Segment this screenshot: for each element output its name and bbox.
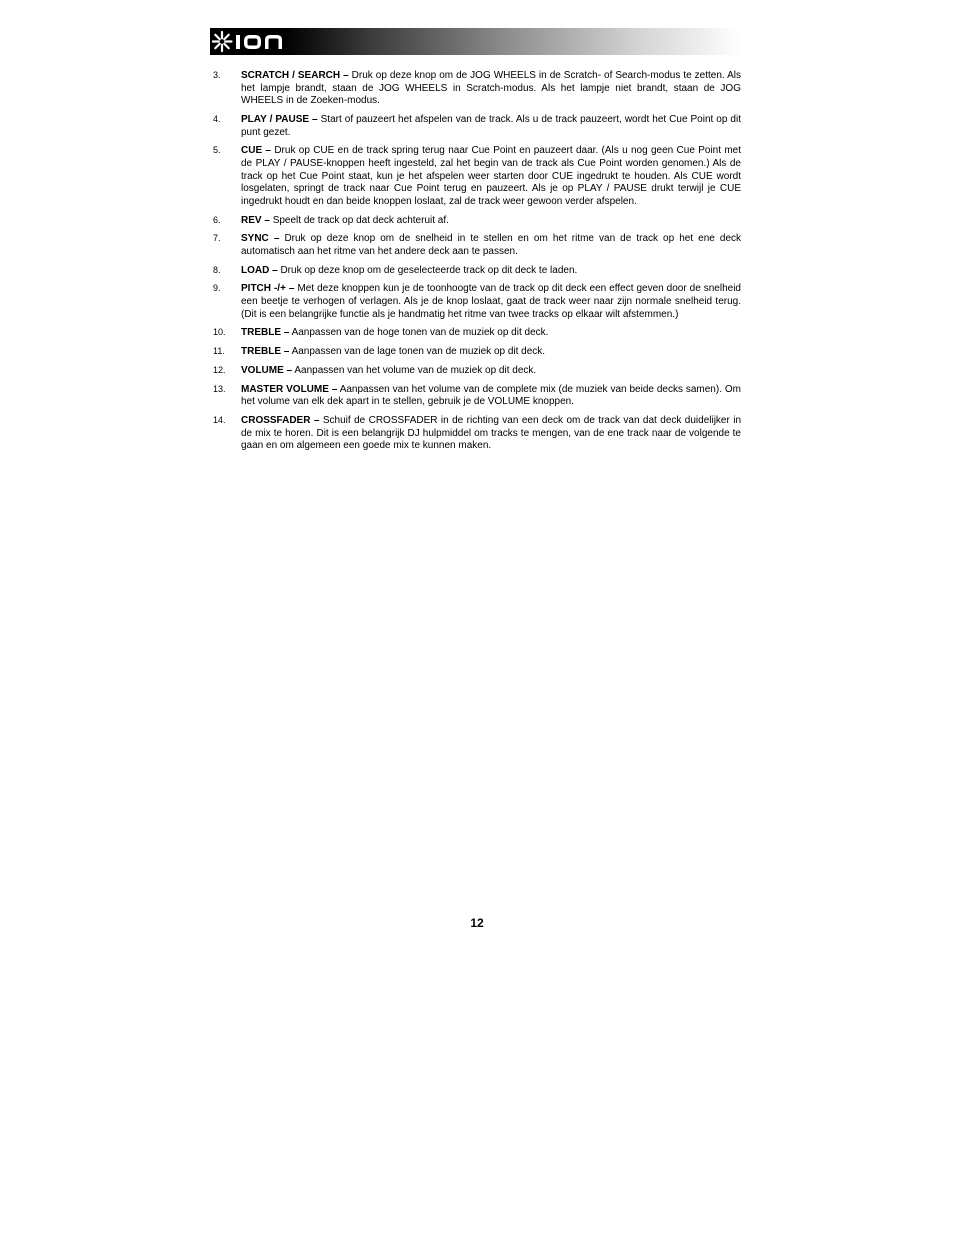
item-term: REV – (241, 214, 270, 226)
item-term: PITCH -/+ – (241, 283, 295, 295)
item-text: Druk op deze knop om de geselecteerde track op dit deck te laden. (280, 264, 578, 276)
item-description (241, 346, 741, 359)
item-term: VOLUME – (241, 364, 293, 376)
list-item (213, 383, 741, 409)
header-gradient-bar (210, 28, 741, 55)
list-item (213, 364, 741, 378)
item-description (241, 415, 741, 453)
item-number: 8. (213, 264, 221, 275)
item-text: Met deze knoppen kun je de toonhoogte van de track op dit deck een effect geven door de snelheid een beetje te verhogen of verlagen. Als je de knop loslaat, gaat de track weer naar zijn normale snelheid terug. (Dit is een belangrijke functie als je handmatig het ritme van twee tracks op elkaar wilt afstemmen.) (241, 283, 741, 320)
item-number: 14. (213, 415, 226, 426)
list-item (213, 113, 741, 139)
item-number: 11. (213, 346, 225, 357)
item-text: Aanpassen van het volume van de muziek op dit deck. (294, 364, 537, 376)
item-text: Aanpassen van de lage tonen van de muziek op dit deck. (291, 346, 546, 358)
item-term: TREBLE – (241, 327, 290, 339)
item-description (241, 215, 741, 228)
item-term: CUE – (241, 145, 271, 157)
item-description (241, 283, 741, 321)
item-number: 10. (213, 327, 226, 338)
list-item (213, 414, 741, 453)
item-term: SYNC – (241, 233, 280, 245)
list-item (213, 326, 741, 340)
item-text: Aanpassen van de hoge tonen van de muziek op dit deck. (291, 327, 549, 339)
logo-letter-i (236, 35, 240, 49)
item-text: Schuif de CROSSFADER in de richting van een deck om de track van dat deck duidelijker in de mix te horen. Dit is een belangrijk DJ hulpmiddel om tracks te mengen, van de ene track naar de volgende te gaan en om algemeen een goede mix te kunnen maken. (241, 415, 742, 452)
item-term: SCRATCH / SEARCH – (241, 70, 349, 81)
item-description (241, 327, 741, 340)
item-description (241, 384, 741, 409)
item-term: LOAD – (241, 264, 278, 276)
item-number: 13. (213, 383, 226, 394)
item-text: Druk op deze knop om de JOG WHEELS in de Scratch- of Search-modus te zetten. Als het lampje brandt, staan de JOG WHEELS in Scratch-modus. Als het lampje niet brandt, staan de JOG WHEELS in de Zoeken-modus. (241, 70, 742, 107)
list-item (213, 214, 741, 228)
item-text: Aanpassen van het volume van de complete mix (de muziek van beide decks samen). Om het volume van elk dek apart in te stellen, gebruik je de VOLUME knoppen. (241, 383, 741, 408)
list-item (213, 345, 741, 359)
list-item (213, 69, 741, 108)
item-number: 6. (213, 214, 221, 225)
logo-letter-n (267, 37, 281, 49)
logo-burst-icon (213, 32, 232, 51)
page-number: 12 (470, 916, 484, 930)
item-text: Druk op deze knop om de snelheid in te stellen en om het ritme van de track op het ene deck automatisch aan het ritme van het andere deck aan te passen. (241, 233, 742, 257)
item-description (241, 365, 741, 378)
list-item (213, 264, 741, 278)
ion-logo (212, 30, 284, 53)
list-item (213, 232, 741, 258)
list-item (213, 144, 741, 208)
item-text: Start of pauzeert het afspelen van de track. Als u de track pauzeert, wordt het Cue Point op dit punt gezet. (241, 113, 741, 138)
item-description (241, 233, 741, 258)
item-description (241, 70, 741, 108)
item-term: CROSSFADER – (241, 415, 320, 427)
control-description-list (213, 69, 741, 458)
item-number: 4. (213, 113, 221, 124)
list-item (213, 282, 741, 321)
item-text: Druk op CUE en de track spring terug naar Cue Point en pauzeert daar. (Als u nog geen Cue Point met de PLAY / PAUSE-knoppen heeft ingesteld, zal het begin van de track als Cue Point worden genomen.) Als de track op het Cue Point staat, kun je het afspelen weer starten door CUE ingedrukt te houden. Als CUE wordt losgelaten, springt de track naar Cue Point terug en pauzeert. Als je op PLAY / PAUSE drukt terwijl je CUE ingedrukt houdt en dan beide knoppen loslaat, zal de track weer gewoon verder afspelen. (241, 145, 741, 207)
item-number: 5. (213, 145, 221, 156)
item-number: 12. (213, 364, 226, 375)
logo-letter-o (246, 37, 260, 48)
item-description (241, 114, 741, 139)
item-description (241, 145, 741, 208)
item-term: PLAY / PAUSE – (241, 113, 318, 125)
item-text: Speelt de track op dat deck achteruit af. (272, 214, 449, 226)
item-description (241, 265, 741, 278)
item-number: 3. (213, 70, 221, 80)
item-term: TREBLE – (241, 346, 290, 358)
item-number: 7. (213, 233, 221, 244)
item-number: 9. (213, 283, 221, 294)
item-term: MASTER VOLUME – (241, 383, 338, 395)
